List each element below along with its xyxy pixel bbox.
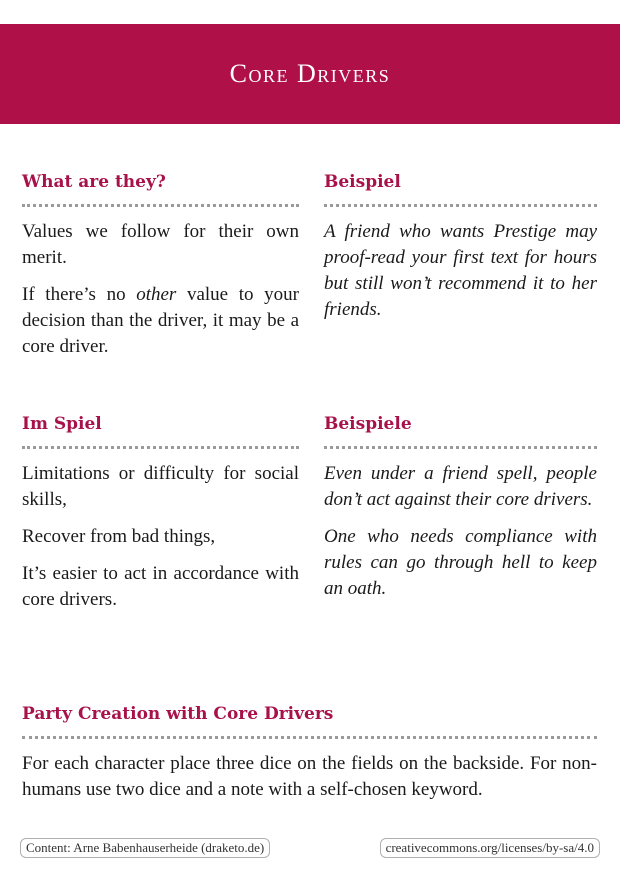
example-paragraph: Even under a friend spell, people don’t act against their core drivers. [324, 463, 597, 510]
author-credit: Content: Arne Babenhauserheide (draketo.de) [20, 838, 270, 858]
text: If there’s no [22, 284, 137, 305]
section-heading: What are they? [22, 172, 166, 192]
paragraph: Limitations or difficulty for social skills, [22, 463, 299, 510]
section-im-spiel [22, 412, 299, 624]
paragraph [22, 282, 299, 360]
dotted-divider [22, 204, 299, 207]
card-title: Core Drivers [229, 59, 391, 88]
section-heading: Party Creation with Core Drivers [22, 704, 334, 724]
example-paragraph: One who needs compliance with rules can go through hell to keep an oath. [324, 526, 597, 599]
section-beispiel [324, 170, 597, 334]
example-paragraph: A friend who wants Prestige may proof-read your first text for hours but still won’t recommend it to her friends. [324, 221, 597, 320]
paragraph: It’s easier to act in accordance with core drivers. [22, 563, 299, 610]
section-heading: Beispiel [324, 172, 401, 192]
emphasis: other [136, 284, 177, 305]
section-heading: Beispiele [324, 414, 412, 434]
paragraph: Recover from bad things, [22, 526, 216, 547]
paragraph: Values we follow for their own merit. [22, 221, 299, 268]
title-banner [0, 24, 620, 124]
dotted-divider [324, 204, 597, 207]
section-beispiele [324, 412, 597, 613]
dotted-divider [22, 736, 597, 739]
dotted-divider [324, 446, 597, 449]
license-link[interactable]: creativecommons.org/licenses/by-sa/4.0 [380, 838, 600, 858]
section-party-creation [22, 702, 597, 814]
section-heading: Im Spiel [22, 414, 102, 434]
paragraph: For each character place three dice on the fields on the backside. For non-humans use two dice and a note with a self-chosen keyword. [22, 753, 597, 800]
section-what-are-they [22, 170, 299, 371]
dotted-divider [22, 446, 299, 449]
text: value to your decision than the driver, it may be a core driver. [22, 284, 299, 357]
